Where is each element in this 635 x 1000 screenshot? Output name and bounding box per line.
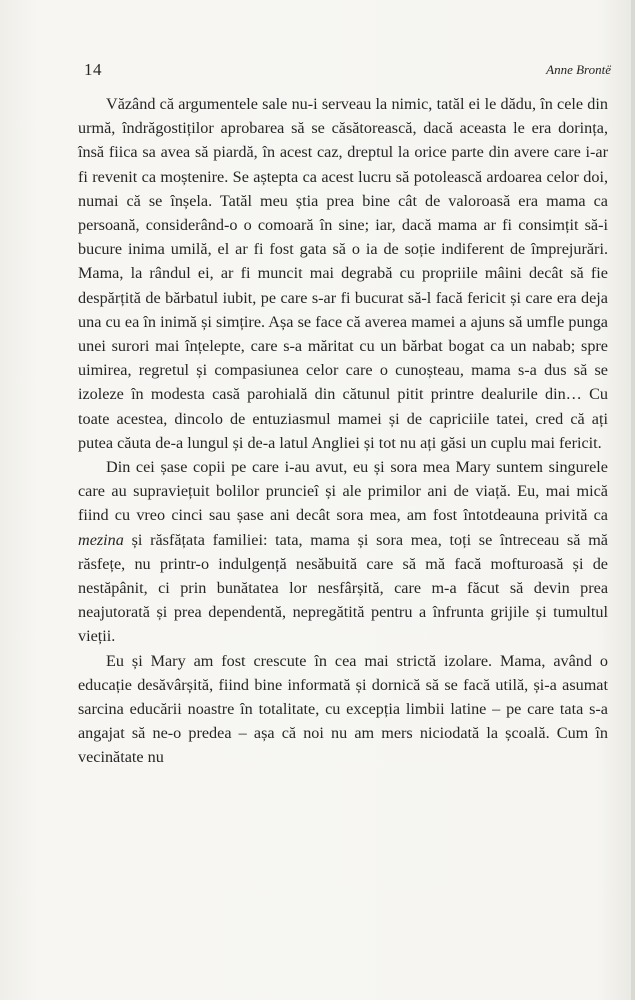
paragraph-3	[78, 649, 608, 770]
paragraph-1	[78, 92, 608, 455]
paragraph-2	[78, 455, 608, 649]
paragraph-1-text: Văzând că argumentele sale nu-i serveau la nimic, tatăl ei le dădu, în cele din urmă, îndrăgostiților aprobarea să se căsătorească, dacă aceasta le era dorința, însă fiica sa avea să piardă, în acest caz, dreptul la orice parte din avere care i-ar fi revenit ca moștenire. Se aștepta ca acest lucru să potolească ardoarea celor doi, numai că se înșela. Tatăl meu știa prea bine cât de valoroasă era mama ca persoană, considerând-o o comoară în sine; iar, dacă mama ar fi consimțit să-i bucure inima umilă, el ar fi fost gata să o ia de soție indiferent de împrejurări. Mama, la rândul ei, ar fi muncit mai degrabă cu propriile mâini decât să fie despărțită de bărbatul iubit, pe care s-ar fi bucurat să-l facă fericit și care era deja una cu ea în inimă și simțire. Așa se face că averea mamei a ajuns să umfle punga unei surori mai înțelepte, care s-a măritat cu un bărbat bogat ca un nabab; spre uimirea, regretul și compasiunea celor care o cunoșteau, mama s-a dus să se izoleze în modesta casă parohială din cătunul pitit printre dealurile din… Cu toate acestea, dincolo de entuziasmul mamei și de capriciile tatei, cred că ați putea căuta de-a lungul și de-a latul Angliei și tot nu ați găsi un cuplu mai fericit.	[78, 95, 608, 452]
paragraph-2-text-end: și răsfățata familiei: tata, mama și sora mea, toți se întreceau să mă răsfețe, nu printr-o indulgență nesăbuită care să mă facă mofturoasă și de nestăpânit, ci prin bunătatea lor nesfârșită, care m-a făcut să devin prea neajutorată și prea dependentă, nepregătită pentru a înfrunta grijile și tumultul vieții.	[78, 530, 608, 646]
paragraph-2-emphasis: mezina	[78, 530, 124, 549]
page-edge-shadow	[631, 0, 635, 1000]
paragraph-3-text: Eu și Mary am fost crescute în cea mai strictă izolare. Mama, având o educație desăvârșită, fiind bine informată și dornică să se facă utilă, și-a asumat sarcina educării noastre în totalitate, cu excepția limbii latine – pe care tata s-a angajat să ne-o predea – așa că noi nu am mers niciodată la școală. Cum în vecinătate nu	[78, 651, 608, 767]
running-head-author: Anne Brontë	[546, 62, 611, 77]
body-text	[78, 92, 608, 770]
paragraph-2-text-start: Din cei șase copii pe care i-au avut, eu și sora mea Mary suntem singurele care au supraviețuit bolilor pruncieî și ale primilor ani de viață. Eu, mai mică fiind cu vreo cinci sau șase ani decât sora mea, am fost întotdeauna privită ca	[78, 458, 608, 525]
page-number: 14	[84, 60, 102, 79]
